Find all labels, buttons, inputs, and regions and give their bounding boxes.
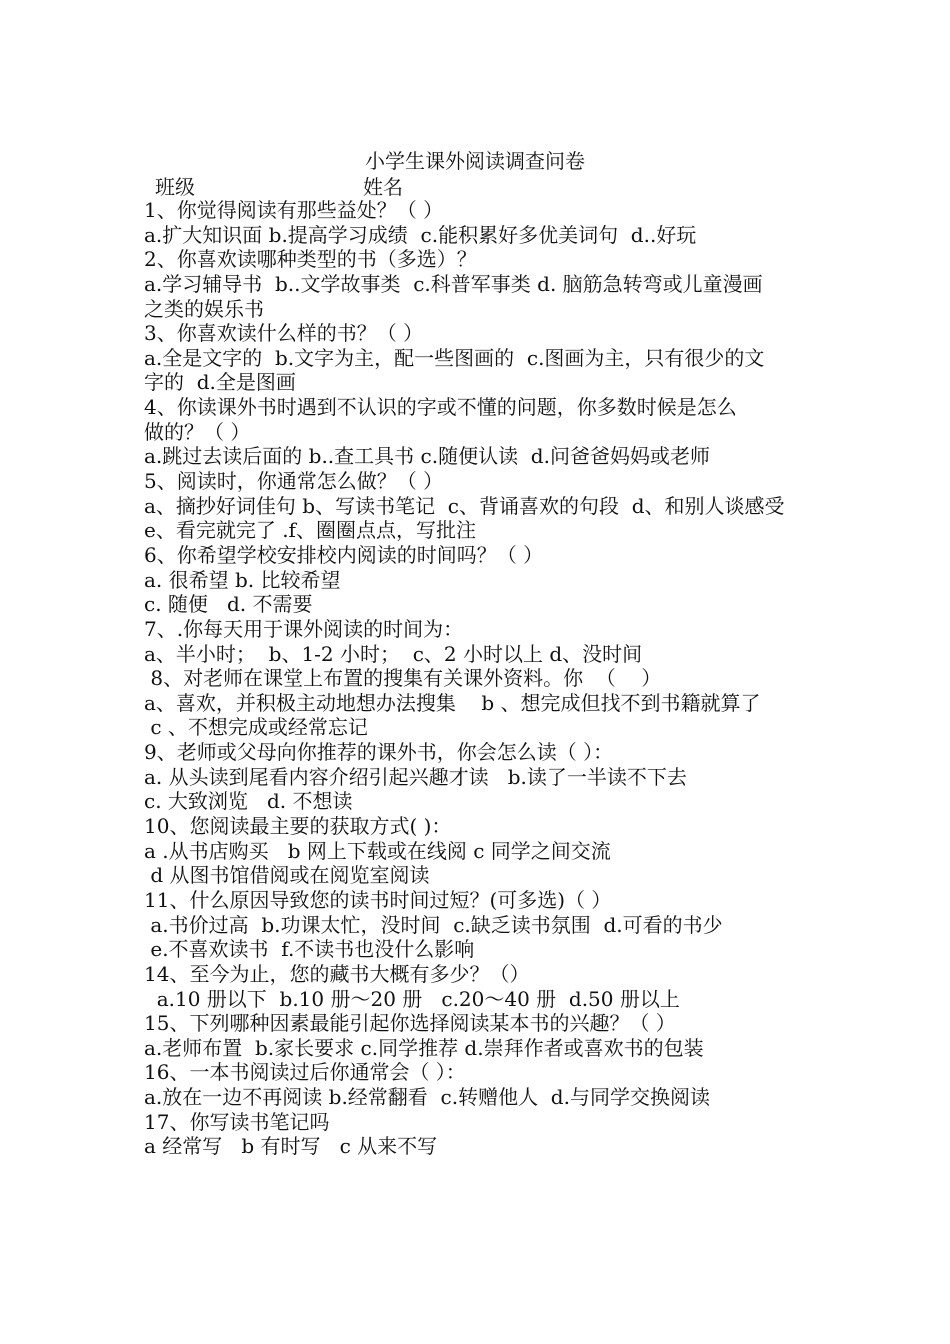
text-line: 7、.你每天用于课外阅读的时间为： [144,616,464,641]
text-line: a、半小时； b、1-2 小时； c、2 小时以上 d、没时间 [144,641,643,666]
text-line: a.学习辅导书 b..文学故事类 c.科普军事类 d. 脑筋急转弯或儿童漫画 [144,271,763,296]
text-line: c. 随便 d. 不需要 [144,592,313,617]
text-line: d 从图书馆借阅或在阅览室阅读 [144,863,430,888]
class-label: 班级 [155,175,195,199]
text-line: a. 很希望 b. 比较希望 [144,567,341,592]
text-line: 14、至今为止，您的藏书大概有多少？（） [144,961,530,986]
text-line: 11、什么原因导致您的读书时间过短？(可多选)（ ） [144,887,612,912]
text-line: c. 大致浏览 d. 不想读 [144,789,353,814]
text-line: c 、不想完成或经常忘记 [144,715,368,740]
text-line: a、摘抄好词佳句 b、写读书笔记 c、背诵喜欢的句段 d、和别人谈感受 [144,493,785,518]
text-line: 之类的娱乐书 [144,296,264,321]
text-line: 做的？（ ） [144,419,251,444]
text-line: 字的 d.全是图画 [144,370,296,395]
text-line: a. 从头读到尾看内容介绍引起兴趣才读 b.读了一半读不下去 [144,764,687,789]
questionnaire-body [144,198,816,1159]
text-line: a.书价过高 b.功课太忙，没时间 c.缺乏读书氛围 d.可看的书少 [144,912,723,937]
text-line: 3、你喜欢读什么样的书？（ ） [144,321,424,346]
text-line: 8、对老师在课堂上布置的搜集有关课外资料。你 （ ） [144,666,662,691]
text-line: a 经常写 b 有时写 c 从来不写 [144,1134,438,1159]
text-line: a.老师布置 b.家长要求 c.同学推荐 d.崇拜作者或喜欢书的包装 [144,1035,704,1060]
page-title: 小学生课外阅读调查问卷 [365,149,585,173]
text-line: 1、你觉得阅读有那些益处？（ ） [144,198,444,222]
text-line: e.不喜欢读书 f.不读书也没什么影响 [144,937,475,962]
text-line: 15、下列哪种因素最能引起你选择阅读某本书的兴趣？（ ） [144,1011,676,1036]
text-line: a.放在一边不再阅读 b.经常翻看 c.转赠他人 d.与同学交换阅读 [144,1085,710,1110]
name-label: 姓名 [363,175,403,199]
text-line: 5、阅读时，你通常怎么做？（ ） [144,469,444,494]
text-line: a.跳过去读后面的 b..查工具书 c.随便认读 d.问爸爸妈妈或老师 [144,444,710,469]
text-line: 2、你喜欢读哪种类型的书（多选）？ [144,247,477,272]
text-line: a、喜欢，并积极主动地想办法搜集 b 、想完成但找不到书籍就算了 [144,690,761,715]
text-line: 4、你读课外书时遇到不认识的字或不懂的问题，你多数时候是怎么 [144,395,737,420]
text-line: 10、您阅读最主要的获取方式( )： [144,814,452,839]
text-line: a.全是文字的 b.文字为主，配一些图画的 c.图画为主，只有很少的文 [144,345,765,370]
text-line: 16、一本书阅读过后你通常会（ ）： [144,1060,466,1085]
text-line: 6、你希望学校安排校内阅读的时间吗？（ ） [144,542,544,567]
text-line: a .从书店购买 b 网上下载或在线阅 c 同学之间交流 [144,838,611,863]
text-line: e、看完就完了 .f、圈圈点点，写批注 [144,518,476,543]
text-line: a.10 册以下 b.10 册～20 册 c.20～40 册 d.50 册以上 [144,986,680,1011]
text-line: a.扩大知识面 b.提高学习成绩 c.能积累好多优美词句 d..好玩 [144,222,697,247]
text-line: 9、老师或父母向你推荐的课外书，你会怎么读（ ）： [144,740,614,765]
text-line: 17、你写读书笔记吗 [144,1109,330,1134]
